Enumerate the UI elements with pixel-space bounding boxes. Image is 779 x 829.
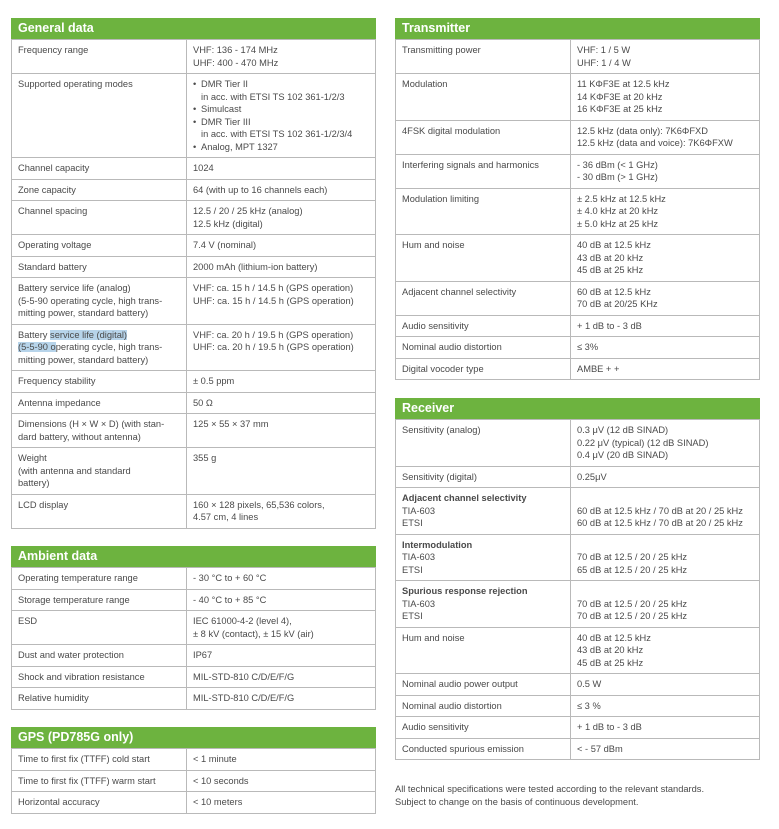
spec-value-cell [187, 324, 376, 371]
table-row [396, 74, 760, 121]
general-data-section [11, 18, 376, 529]
ambient-data-header: Ambient data [11, 546, 376, 567]
spec-value-cell [571, 581, 760, 628]
spec-label: Shock and vibration resistance [18, 671, 145, 682]
spec-label: Nominal audio power output [402, 679, 518, 689]
spec-value-line: ± 8 kV (contact), ± 15 kV (air) [193, 628, 314, 639]
spec-label-cell [12, 611, 187, 645]
spec-value-cell [571, 120, 760, 154]
spec-value-cell [571, 235, 760, 282]
spec-label-cell [12, 666, 187, 688]
spec-value-line: 0.3 μV (12 dB SINAD) [577, 425, 669, 435]
spec-label: Audio sensitivity [402, 722, 469, 732]
spec-label-cell [12, 645, 187, 667]
spec-value-line: 60 dB at 12.5 kHz [577, 286, 651, 297]
spec-label-cell [12, 448, 187, 495]
spec-value-cell [187, 494, 376, 528]
transmitter-section [395, 18, 760, 380]
spec-value-cell [571, 695, 760, 717]
spec-value-line: IP67 [193, 650, 213, 660]
spec-value-line: + 1 dB to - 3 dB [577, 722, 642, 732]
spec-value-line: ≤ 3 % [577, 700, 601, 711]
spec-label: Conducted spurious emission [402, 743, 524, 754]
spec-value-cell [571, 674, 760, 696]
spec-value-line: 70 dB at 12.5 / 20 / 25 kHz [577, 598, 688, 609]
table-row [396, 188, 760, 235]
spec-value-cell [187, 589, 376, 611]
table-row [12, 688, 376, 710]
spec-label-cell [12, 392, 187, 414]
spec-label: Dust and water protection [18, 650, 124, 660]
spec-value-line: MIL-STD-810 C/D/E/F/G [193, 671, 295, 682]
spec-label-cell [396, 358, 571, 380]
spec-value-line: VHF: 1 / 5 W [577, 45, 631, 55]
spec-label: TIA-603 ETSI [402, 552, 436, 575]
spec-label: Sensitivity (digital) [402, 471, 477, 482]
spec-label-cell [12, 201, 187, 235]
spec-value-line: ± 0.5 ppm [193, 376, 235, 386]
spec-value-line: UHF: ca. 20 h / 19.5 h (GPS operation) [193, 342, 354, 352]
spec-label-cell [396, 120, 571, 154]
spec-label: Dimensions (H × W × D) (with stan- dard battery, without antenna) [18, 419, 165, 442]
spec-value-line: 40 dB at 12.5 kHz [577, 240, 651, 250]
table-row [12, 201, 376, 235]
spec-label-line: mitting power, standard battery) [18, 354, 149, 365]
spec-value-cell [571, 154, 760, 188]
spec-label-cell [12, 40, 187, 74]
spec-value-line: - 36 dBm (< 1 GHz) [577, 159, 658, 170]
spec-label-cell [396, 695, 571, 717]
spec-value-cell [571, 315, 760, 337]
gps-section [11, 727, 376, 814]
spec-label: Relative humidity [18, 693, 89, 703]
table-row [12, 324, 376, 371]
spec-value-cell [571, 627, 760, 674]
table-row [12, 371, 376, 393]
spec-label-cell [396, 627, 571, 674]
spec-value-cell [187, 611, 376, 645]
table-row [12, 611, 376, 645]
spec-label-cell [12, 792, 187, 814]
spec-value-line: < 10 seconds [193, 775, 249, 786]
spec-value-line: 0.4 μV (20 dB SINAD) [577, 450, 669, 460]
spec-label-text: perating cycle, high trans- [55, 342, 163, 352]
spec-value-cell [571, 420, 760, 467]
table-row [12, 256, 376, 278]
spec-value-line: ± 4.0 kHz at 20 kHz [577, 206, 659, 216]
spec-value-cell [571, 188, 760, 235]
table-row [12, 179, 376, 201]
spec-label: Channel capacity [18, 163, 90, 173]
spec-label-cell [12, 371, 187, 393]
spec-label: Audio sensitivity [402, 320, 469, 331]
spec-value-line: 160 × 128 pixels, 65,536 colors, [193, 499, 325, 510]
spec-label-cell [396, 581, 571, 628]
spec-label: Supported operating modes [18, 79, 133, 89]
spec-value-cell [187, 688, 376, 710]
table-row [396, 738, 760, 760]
spec-value-cell [187, 749, 376, 771]
ambient-data-table [11, 567, 376, 710]
spec-label-cell [396, 281, 571, 315]
list-item [193, 141, 369, 154]
spec-label-line [18, 341, 180, 354]
operating-modes-list [193, 78, 369, 153]
spec-value-line: 65 dB at 12.5 / 20 / 25 kHz [577, 564, 688, 575]
spec-value-line: ± 2.5 kHz at 12.5 kHz [577, 193, 666, 204]
spec-value-line: 0.5 W [577, 679, 602, 689]
spec-label: Time to first fix (TTFF) warm start [18, 775, 156, 786]
spec-value-cell [187, 448, 376, 495]
spec-label-cell [12, 324, 187, 371]
list-item [193, 103, 369, 116]
table-row [12, 448, 376, 495]
spec-label-cell [396, 534, 571, 581]
spec-label-cell [396, 154, 571, 188]
table-row [12, 792, 376, 814]
spec-label: TIA-603 ETSI [402, 598, 436, 621]
list-item-text: • DMR Tier III [201, 116, 251, 127]
table-row [12, 568, 376, 590]
table-row [12, 40, 376, 74]
spec-value-line: - 30 °C to + 60 °C [193, 573, 267, 583]
spec-label: Channel spacing [18, 206, 88, 216]
spec-value-line: VHF: 136 - 174 MHz [193, 45, 278, 55]
spec-value-cell [187, 645, 376, 667]
spec-label-cell [12, 74, 187, 158]
spec-value-line: 43 dB at 20 kHz [577, 252, 644, 263]
spec-label-cell [396, 235, 571, 282]
list-item-text: in acc. with ETSI TS 102 361-1/2/3 [201, 91, 345, 102]
table-row [396, 534, 760, 581]
spec-label: Adjacent channel selectivity [402, 286, 517, 297]
spec-value-line: 14 KΦF3E at 20 kHz [577, 91, 663, 102]
spec-label: Standard battery [18, 261, 87, 272]
ambient-data-section [11, 546, 376, 710]
spec-value-cell [187, 40, 376, 74]
spec-value-cell [187, 770, 376, 792]
spec-label: Modulation [402, 79, 448, 89]
left-column [11, 18, 376, 529]
table-row [396, 581, 760, 628]
spec-label: Digital vocoder type [402, 363, 484, 374]
spec-value-line: 0.22 μV (typical) (12 dB SINAD) [577, 437, 709, 448]
spec-value-line: 0.25μV [577, 471, 607, 482]
table-row [12, 770, 376, 792]
spacer [577, 585, 753, 598]
spec-label-line [18, 329, 180, 342]
spec-value-line: 64 (with up to 16 channels each) [193, 184, 328, 195]
list-item-text: • Simulcast [201, 104, 242, 114]
spec-label-cell [396, 674, 571, 696]
table-row [396, 717, 760, 739]
spec-value-line: ± 5.0 kHz at 25 kHz [577, 218, 659, 229]
table-row [396, 235, 760, 282]
spec-label-cell [12, 688, 187, 710]
spec-label-cell [396, 466, 571, 488]
spec-value-cell [571, 717, 760, 739]
spec-label-cell [396, 488, 571, 535]
spec-label-cell [396, 738, 571, 760]
spec-label-cell [396, 315, 571, 337]
table-row [396, 466, 760, 488]
spec-label: Hum and noise [402, 240, 465, 250]
table-row [396, 674, 760, 696]
spec-label: Frequency stability [18, 376, 96, 386]
table-row [396, 358, 760, 380]
table-row [12, 74, 376, 158]
table-row [12, 158, 376, 180]
spec-label-text: Battery [18, 329, 51, 340]
spec-value-line: UHF: ca. 15 h / 14.5 h (GPS operation) [193, 295, 354, 306]
spec-value-cell [187, 158, 376, 180]
spec-value-cell [187, 392, 376, 414]
table-row [12, 749, 376, 771]
transmitter-table [395, 39, 760, 380]
spec-label: Interfering signals and harmonics [402, 159, 539, 170]
spacer [577, 539, 753, 552]
spec-label-cell [12, 589, 187, 611]
spec-value-line: 7.4 V (nominal) [193, 240, 257, 250]
spec-value-line: MIL-STD-810 C/D/E/F/G [193, 693, 295, 703]
spec-label: 4FSK digital modulation [402, 125, 501, 136]
spec-value-line: VHF: ca. 15 h / 14.5 h (GPS operation) [193, 283, 354, 293]
spec-subheading: Intermodulation [402, 539, 473, 550]
table-row [396, 420, 760, 467]
footnote-line: All technical specifications were tested according to the relevant standards. [395, 784, 705, 794]
table-row [12, 392, 376, 414]
spec-label: Time to first fix (TTFF) cold start [18, 754, 150, 764]
spec-label: LCD display [18, 499, 69, 510]
spec-value-cell [571, 40, 760, 74]
table-row [396, 695, 760, 717]
spec-value-line: 45 dB at 25 kHz [577, 657, 644, 668]
spec-label-cell [396, 420, 571, 467]
spec-value-cell [187, 792, 376, 814]
table-row [396, 120, 760, 154]
spec-label-cell [396, 74, 571, 121]
spec-label-cell [12, 414, 187, 448]
spec-value-line: 50 Ω [193, 397, 213, 408]
receiver-header: Receiver [395, 398, 760, 419]
receiver-table [395, 419, 760, 760]
spec-value-cell [187, 371, 376, 393]
spec-value-cell [187, 179, 376, 201]
list-item-text: • DMR Tier II [201, 79, 249, 89]
spec-value-line: 45 dB at 25 kHz [577, 265, 644, 275]
spec-value-line: ≤ 3% [577, 342, 599, 352]
spec-value-line: < 10 meters [193, 797, 243, 807]
table-row [12, 645, 376, 667]
highlighted-text: (5-5-90 o [18, 342, 56, 352]
spec-value-line: VHF: ca. 20 h / 19.5 h (GPS operation) [193, 329, 354, 340]
spec-label-cell [12, 256, 187, 278]
list-item-text: in acc. with ETSI TS 102 361-1/2/3/4 [201, 129, 353, 139]
table-row [396, 40, 760, 74]
spec-value-cell [187, 201, 376, 235]
spec-value-line: - 40 °C to + 85 °C [193, 594, 267, 605]
spec-label-cell [12, 278, 187, 325]
spec-subheading: Adjacent channel selectivity [402, 493, 527, 503]
spec-value-line: UHF: 1 / 4 W [577, 57, 631, 68]
spec-label-cell [12, 494, 187, 528]
spec-label: Hum and noise [402, 632, 465, 643]
table-row [12, 414, 376, 448]
spec-label-cell [12, 235, 187, 257]
spec-label-cell [396, 717, 571, 739]
receiver-section [395, 398, 760, 760]
spec-label: Operating temperature range [18, 573, 138, 583]
table-row [396, 627, 760, 674]
spec-value-line: AMBE + + [577, 363, 620, 374]
spec-label-cell [12, 158, 187, 180]
spec-label: Sensitivity (analog) [402, 425, 481, 435]
table-row [12, 235, 376, 257]
spec-label-cell [396, 188, 571, 235]
spec-value-line: 355 g [193, 453, 217, 463]
list-item [193, 78, 369, 103]
spec-value-line: 70 dB at 20/25 KHz [577, 299, 658, 309]
spec-value-cell [571, 466, 760, 488]
table-row [396, 315, 760, 337]
gps-header: GPS (PD785G only) [11, 727, 376, 748]
spec-label-cell [12, 568, 187, 590]
spec-label: ESD [18, 616, 38, 626]
spec-label: Battery service life (analog) (5-5-90 operating cycle, high trans- mitting power, standard battery) [18, 283, 163, 318]
spec-value-line: 12.5 / 20 / 25 kHz (analog) [193, 206, 303, 216]
spec-value-line: UHF: 400 - 470 MHz [193, 57, 279, 68]
spec-label: Weight (with antenna and standard battery) [18, 453, 131, 488]
table-row [12, 494, 376, 528]
spec-value-cell [187, 568, 376, 590]
table-row [12, 589, 376, 611]
gps-table [11, 748, 376, 814]
spec-value-cell [571, 281, 760, 315]
transmitter-header: Transmitter [395, 18, 760, 39]
spec-label-cell [396, 337, 571, 359]
spec-value-line: - 30 dBm (> 1 GHz) [577, 172, 658, 182]
list-item [193, 116, 369, 141]
footnote-line: Subject to change on the basis of continuous development. [395, 796, 639, 807]
spec-label: Horizontal accuracy [18, 797, 100, 807]
spec-label: Storage temperature range [18, 594, 130, 605]
spec-value-line: < 1 minute [193, 754, 237, 764]
spec-label: TIA-603 ETSI [402, 505, 436, 528]
spec-label-cell [12, 770, 187, 792]
spec-label: Operating voltage [18, 240, 92, 250]
spec-value-line: 4.57 cm, 4 lines [193, 512, 259, 522]
spec-value-line: 40 dB at 12.5 kHz [577, 632, 651, 643]
spec-value-line: 12.5 kHz (digital) [193, 218, 263, 229]
spec-value-cell [187, 666, 376, 688]
table-row [12, 278, 376, 325]
spec-value-line: < - 57 dBm [577, 743, 623, 754]
spec-label: Nominal audio distortion [402, 700, 502, 711]
table-row [396, 154, 760, 188]
table-row [12, 666, 376, 688]
spec-value-cell [187, 414, 376, 448]
spec-value-line: 43 dB at 20 kHz [577, 645, 644, 655]
spacer [577, 492, 753, 505]
footnote [395, 783, 760, 808]
spec-value-line: 16 KΦF3E at 25 kHz [577, 104, 663, 114]
spec-value-cell [571, 358, 760, 380]
spec-label-cell [12, 749, 187, 771]
spec-value-line: 70 dB at 12.5 / 20 / 25 kHz [577, 552, 688, 562]
spec-value-line: 60 dB at 12.5 kHz / 70 dB at 20 / 25 kHz [577, 518, 743, 528]
spec-value-cell [187, 74, 376, 158]
spec-value-cell [571, 738, 760, 760]
spec-value-line: + 1 dB to - 3 dB [577, 320, 642, 331]
spec-value-line: 2000 mAh (lithium-ion battery) [193, 261, 318, 272]
spec-value-cell [571, 74, 760, 121]
spec-value-line: 125 × 55 × 37 mm [193, 419, 269, 429]
spec-value-line: 70 dB at 12.5 / 20 / 25 kHz [577, 611, 688, 621]
spec-value-cell [571, 337, 760, 359]
spec-value-cell [187, 235, 376, 257]
spec-value-line: 12.5 kHz (data and voice): 7K6ΦFXW [577, 138, 733, 148]
spec-label-cell [396, 40, 571, 74]
general-data-table [11, 39, 376, 529]
spec-label: Zone capacity [18, 184, 76, 195]
spec-value-cell [571, 534, 760, 581]
table-row [396, 337, 760, 359]
spec-subheading: Spurious response rejection [402, 586, 528, 596]
list-item-text: • Analog, MPT 1327 [201, 141, 278, 152]
general-data-header: General data [11, 18, 376, 39]
spec-value-line: 12.5 kHz (data only): 7K6ΦFXD [577, 125, 708, 136]
spec-value-cell [571, 488, 760, 535]
spec-value-line: 60 dB at 12.5 kHz / 70 dB at 20 / 25 kHz [577, 505, 743, 516]
highlighted-text: service life (digital) [50, 329, 128, 340]
spec-value-line: IEC 61000-4-2 (level 4), [193, 616, 292, 626]
table-row [396, 281, 760, 315]
spec-label: Frequency range [18, 45, 89, 55]
spec-label: Antenna impedance [18, 397, 101, 408]
table-row [396, 488, 760, 535]
spec-label: Modulation limiting [402, 193, 479, 204]
spec-value-line: 11 KΦF3E at 12.5 kHz [577, 79, 670, 89]
spec-value-cell [187, 256, 376, 278]
spec-label-cell [12, 179, 187, 201]
spec-label: Transmitting power [402, 45, 481, 55]
spec-value-cell [187, 278, 376, 325]
spec-label: Nominal audio distortion [402, 342, 502, 352]
spec-value-line: 1024 [193, 163, 214, 173]
